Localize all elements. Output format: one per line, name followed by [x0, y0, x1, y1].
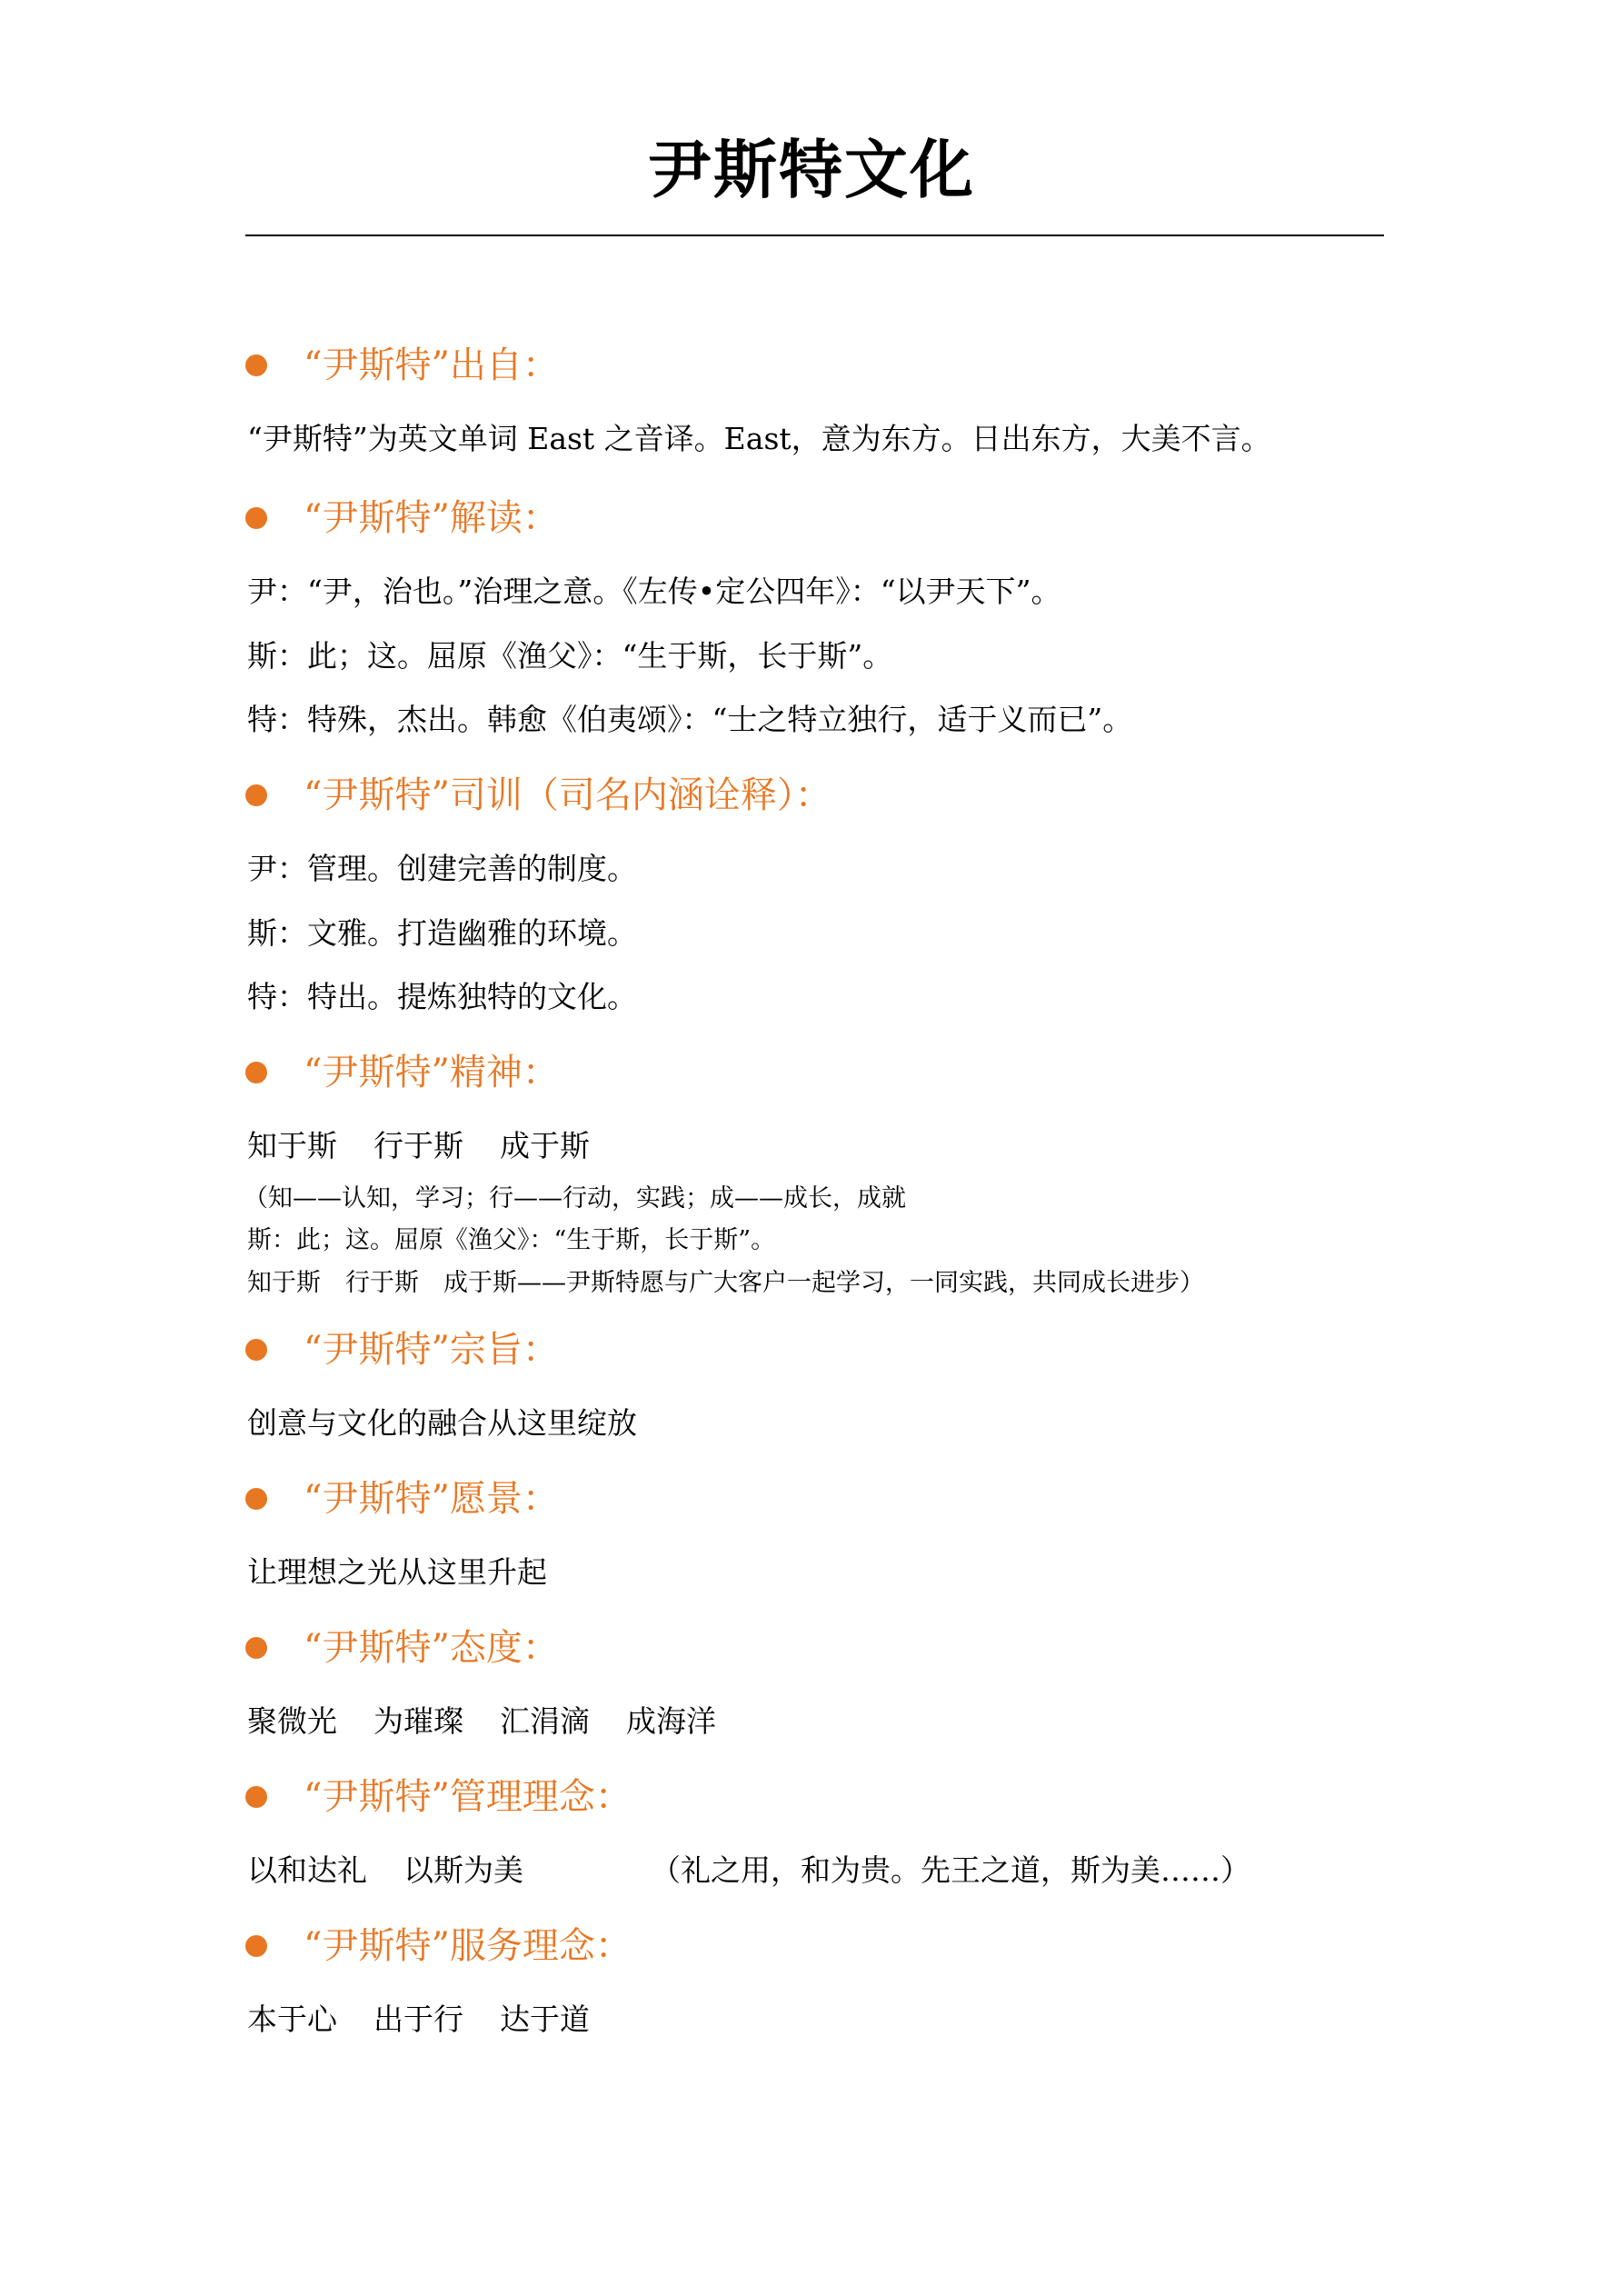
body-text: 尹：“尹，治也。”治理之意。《左传•定公四年》：“以尹天下”。	[247, 574, 1061, 609]
note-text: （知——认知，学习；行——行动，实践；成——成长，成就	[244, 1184, 906, 1213]
section-heading-interpretation: “尹斯特”解读：	[245, 495, 559, 541]
body-text: 特：特出。提炼独特的文化。	[247, 979, 637, 1014]
quote-text: （礼之用，和为贵。先王之道，斯为美……）	[651, 1852, 1250, 1888]
bullet-icon	[245, 507, 267, 529]
title-divider	[245, 235, 1384, 236]
section-heading-management: “尹斯特”管理理念：	[245, 1774, 632, 1820]
bullet-icon	[245, 1488, 267, 1510]
bullet-icon	[245, 1935, 267, 1957]
body-text: 知于斯 行于斯 成于斯	[247, 1128, 590, 1163]
section-heading-company-motto: “尹斯特”司训（司名内涵诠释）：	[245, 773, 831, 818]
section-heading-vision: “尹斯特”愿景：	[245, 1476, 559, 1522]
body-text: “尹斯特”为英文单词 East 之音译。East，意为东方。日出东方，大美不言。	[247, 421, 1271, 456]
bullet-icon	[245, 1062, 267, 1083]
note-text: 知于斯 行于斯 成于斯——尹斯特愿与广大客户一起学习，一同实践，共同成长进步）	[247, 1269, 1204, 1297]
bullet-icon	[245, 784, 267, 806]
body-text: 尹：管理。创建完善的制度。	[247, 851, 637, 886]
body-text: 斯：文雅。打造幽雅的环境。	[247, 915, 637, 951]
section-heading-spirit: “尹斯特”精神：	[245, 1050, 559, 1095]
body-text: 聚微光 为璀璨 汇涓滴 成海洋	[247, 1703, 716, 1739]
body-text: 本于心 出于行 达于道	[247, 2002, 590, 2037]
page-title: 尹斯特文化	[648, 133, 975, 207]
section-heading-origin: “尹斯特”出自：	[245, 343, 559, 388]
body-text: 斯：此；这。屈原《渔父》：“生于斯，长于斯”。	[247, 638, 893, 674]
body-text: 以和达礼 以斯为美 （礼之用，和为贵。先王之道，斯为美……）	[247, 1852, 1250, 1888]
bullet-icon	[245, 1786, 267, 1808]
bullet-icon	[245, 1339, 267, 1361]
body-text: 让理想之光从这里升起	[247, 1554, 547, 1590]
section-heading-attitude: “尹斯特”态度：	[245, 1625, 559, 1671]
bullet-icon	[245, 354, 267, 376]
note-text: 斯：此；这。屈原《渔父》：“生于斯，长于斯”。	[247, 1226, 776, 1254]
body-text: 特：特殊，杰出。韩愈《伯夷颂》：“士之特立独行，适于义而已”。	[247, 702, 1133, 737]
body-text: 创意与文化的融合从这里绽放	[247, 1405, 637, 1441]
section-heading-service: “尹斯特”服务理念：	[245, 1923, 632, 1969]
section-heading-purpose: “尹斯特”宗旨：	[245, 1327, 559, 1373]
bullet-icon	[245, 1637, 267, 1659]
